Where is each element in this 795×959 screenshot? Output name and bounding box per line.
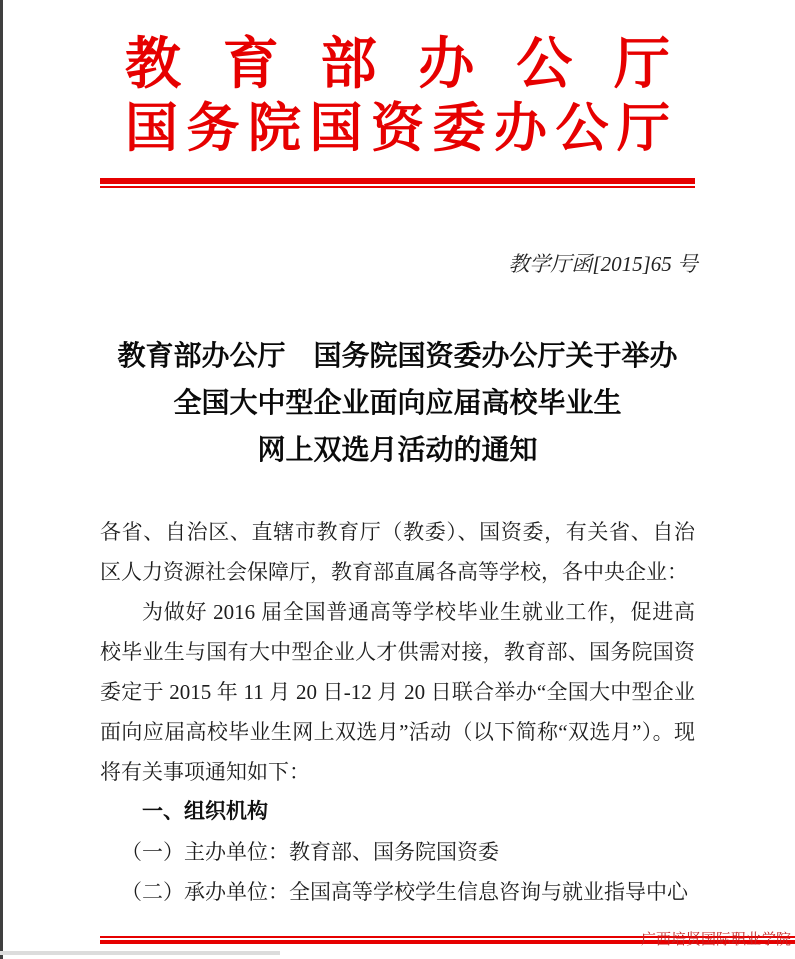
letterhead-agency-line-1: 教 育 部 办 公 厅 [125, 34, 670, 96]
document-title [100, 333, 695, 474]
organizer-item-1: （一）主办单位：教育部、国务院国资委 [121, 840, 499, 864]
scan-edge-artifact-left [0, 0, 3, 959]
letterhead-rule-thick [100, 178, 695, 184]
letterhead-agency-line-2: 国 务 院 国 资 委 办 公 厅 [125, 100, 670, 158]
document-body [100, 512, 695, 912]
scan-shadow-artifact-bottom [0, 951, 280, 955]
letterhead-rule-thin [100, 186, 695, 188]
salutation-paragraph: 各省、自治区、直辖市教育厅（教委）、国资委，有关省、自治区人力资源社会保障厅，教育部直属各高等学校，各中央企业： [100, 520, 695, 584]
title-line-3: 网上双选月活动的通知 [257, 435, 538, 466]
title-line-1: 教育部办公厅 国务院国资委办公厅关于举办 [117, 341, 678, 372]
college-watermark: 广西培贤国际职业学院 [640, 932, 791, 948]
organizer-item-2: （二）承办单位：全国高等学校学生信息咨询与就业指导中心 [121, 880, 688, 904]
section-heading-1: 一、组织机构 [142, 800, 268, 823]
title-line-2: 全国大中型企业面向应届高校毕业生 [173, 388, 622, 419]
document-reference-number: 教学厅函[2015]65 号 [508, 252, 698, 276]
intro-paragraph: 为做好 2016 届全国普通高等学校毕业生就业工作，促进高校毕业生与国有大中型企业人才供需对接，教育部、国务院国资委定于 2015 年 11 月 20 日-12 月 20 日联合举办“全国大中型企业面向应届高校毕业生网上双选月”活动（以下简称“双选月”）。现将有关事项通知如下： [100, 600, 695, 784]
